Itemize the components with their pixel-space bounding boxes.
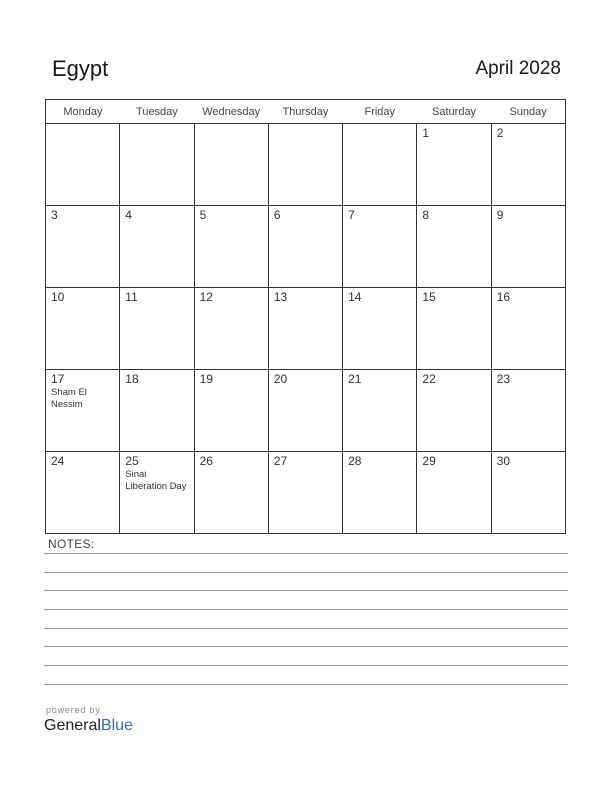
- day-number: 27: [273, 454, 288, 468]
- day-cell: [46, 206, 120, 288]
- day-number: 22: [422, 372, 436, 386]
- day-cell: [194, 288, 268, 370]
- day-number: 13: [273, 290, 288, 304]
- day-cell: [120, 288, 194, 370]
- day-cell: [343, 206, 417, 288]
- day-cell: [194, 452, 268, 534]
- day-number: 19: [199, 372, 213, 386]
- week-row: [46, 124, 566, 206]
- weekday-header: Wednesday: [194, 100, 268, 124]
- holiday-label: Sinai Liberation Day: [125, 469, 187, 492]
- day-number: 10: [51, 290, 65, 304]
- note-line: [44, 665, 568, 666]
- day-number: 5: [199, 208, 207, 222]
- note-line: [44, 684, 568, 685]
- brand-logo: [44, 717, 133, 735]
- day-cell: [417, 124, 491, 206]
- day-cell: [417, 206, 491, 288]
- day-number: 15: [422, 290, 436, 304]
- day-number: 2: [496, 126, 504, 140]
- day-number: 23: [496, 372, 511, 386]
- day-cell: [268, 452, 342, 534]
- day-cell: [120, 124, 194, 206]
- weekday-header: Monday: [46, 100, 120, 124]
- day-cell: [268, 206, 342, 288]
- day-number: 26: [199, 454, 213, 468]
- day-cell: [417, 370, 491, 452]
- note-line: [44, 590, 568, 591]
- week-row: [46, 206, 566, 288]
- note-line: [44, 646, 568, 647]
- day-number: 1: [422, 126, 430, 140]
- day-number: 16: [496, 290, 511, 304]
- month-title: April 2028: [475, 58, 561, 79]
- weekday-header: Friday: [343, 100, 417, 124]
- weekday-header: Sunday: [491, 100, 565, 124]
- weekday-header: Saturday: [417, 100, 491, 124]
- note-line: [44, 572, 568, 573]
- day-number: 9: [496, 208, 504, 222]
- calendar-grid: [45, 99, 566, 534]
- country-title: Egypt: [52, 56, 109, 81]
- brand-blue: Blue: [100, 717, 133, 734]
- day-cell: [491, 370, 565, 452]
- day-cell: [491, 288, 565, 370]
- day-cell: [120, 370, 194, 452]
- day-cell: [417, 288, 491, 370]
- day-cell: [343, 124, 417, 206]
- day-number: 17: [51, 372, 65, 386]
- day-number: 12: [199, 290, 213, 304]
- day-cell: [268, 370, 342, 452]
- day-number: 3: [51, 208, 58, 222]
- day-number: 18: [125, 372, 139, 386]
- day-number: 6: [273, 208, 281, 222]
- day-cell: [194, 370, 268, 452]
- week-row: [46, 452, 566, 534]
- weekday-header: Thursday: [268, 100, 342, 124]
- day-number: 4: [125, 208, 132, 222]
- day-number: 11: [125, 290, 138, 304]
- day-cell: [120, 206, 194, 288]
- day-cell: [343, 288, 417, 370]
- day-number: 14: [348, 290, 362, 304]
- day-cell: [491, 124, 565, 206]
- day-number: 29: [422, 454, 436, 468]
- weekday-header: Tuesday: [120, 100, 194, 124]
- brand-general: General: [44, 717, 101, 734]
- day-cell: [46, 124, 120, 206]
- powered-by-text: powered by: [46, 705, 101, 715]
- day-number: 20: [273, 372, 288, 386]
- day-number: 7: [348, 208, 355, 222]
- day-cell: [268, 124, 342, 206]
- week-row: [46, 370, 566, 452]
- note-line: [44, 553, 568, 554]
- note-line: [44, 609, 568, 610]
- day-cell: [491, 206, 565, 288]
- day-cell: [46, 370, 120, 452]
- day-number: 30: [496, 454, 511, 468]
- day-number: 8: [422, 208, 430, 222]
- day-cell: [491, 452, 565, 534]
- day-number: 25: [125, 454, 139, 468]
- day-cell: [46, 288, 120, 370]
- day-number: 24: [51, 454, 65, 468]
- day-cell: [343, 370, 417, 452]
- holiday-label: Sham El Nessim: [51, 387, 87, 410]
- week-row: [46, 288, 566, 370]
- day-cell: [417, 452, 491, 534]
- day-cell: [343, 452, 417, 534]
- day-cell: [46, 452, 120, 534]
- note-line: [44, 628, 568, 629]
- weekday-header-row: [46, 100, 566, 124]
- notes-label: NOTES:: [48, 537, 95, 551]
- day-cell: [268, 288, 342, 370]
- day-cell: [194, 206, 268, 288]
- day-number: 28: [348, 454, 362, 468]
- day-cell: [120, 452, 194, 534]
- day-number: 21: [348, 372, 362, 386]
- day-cell: [194, 124, 268, 206]
